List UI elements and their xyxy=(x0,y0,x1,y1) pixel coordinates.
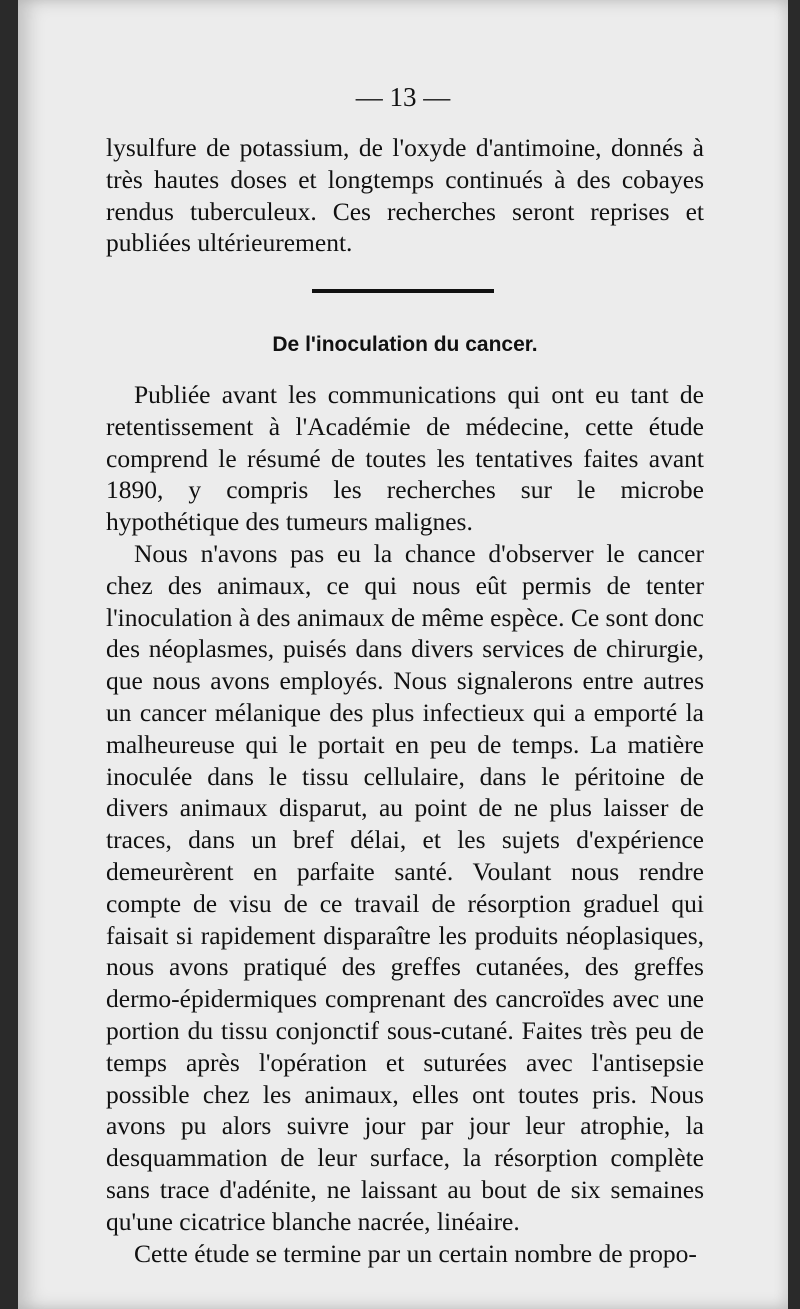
top-paragraph-block xyxy=(106,132,704,259)
paragraph: Nous n'avons pas eu la chance d'observer le cancer chez des animaux, ce qui nous eût permis de tenter l'inoculation à des animaux de même espèce. Ce sont donc des néoplasmes, puisés dans divers services de chirurgie, que nous avons employés. Nous signalerons entre autres un cancer mélanique des plus infectieux qui a emporté la malheureuse qui le portait en peu de temps. La matière inoculée dans le tissu cellulaire, dans le péritoine de divers animaux disparut, au point de ne plus laisser de traces, dans un bref délai, et les sujets d'expérience demeurèrent en parfaite santé. Voulant nous rendre compte de visu de ce travail de résorption graduel qui faisait si rapidement disparaître les produits néoplasiques, nous avons pratiqué des greffes cutanées, des greffes dermo-épidermiques comprenant des cancroïdes avec une portion du tissu conjonctif sous-cutané. Faites très peu de temps après l'opération et suturées avec l'antisepsie possible chez les animaux, elles ont toutes pris. Nous avons pu alors suivre jour par jour leur atrophie, la desquammation de leur surface, la résorption complète sans trace d'adénite, ne laissant au bout de six semaines qu'une cicatrice blanche nacrée, linéaire. xyxy=(106,538,704,1236)
paragraph: Cette étude se termine par un certain nombre de propo- xyxy=(134,1238,697,1268)
paragraph: Publiée avant les communications qui ont eu tant de retentissement à l'Académie de médecine, cette étude comprend le résumé de toutes les tentatives faites avant 1890, y compris les recherches sur le microbe hypothétique des tumeurs malignes. xyxy=(106,380,704,537)
page-number: — 13 — xyxy=(355,82,451,112)
section-divider-rule xyxy=(312,289,494,293)
section-body xyxy=(106,379,704,1269)
scanned-page xyxy=(18,0,788,1309)
paragraph-continuation: lysulfure de potassium, de l'oxyde d'antimoine, donnés à très hautes doses et longtemps continués à des cobayes rendus tuberculeux. Ces recherches seront reprises et publiées ultérieurement. xyxy=(106,133,704,258)
section-heading: De l'inoculation du cancer. xyxy=(272,333,538,356)
